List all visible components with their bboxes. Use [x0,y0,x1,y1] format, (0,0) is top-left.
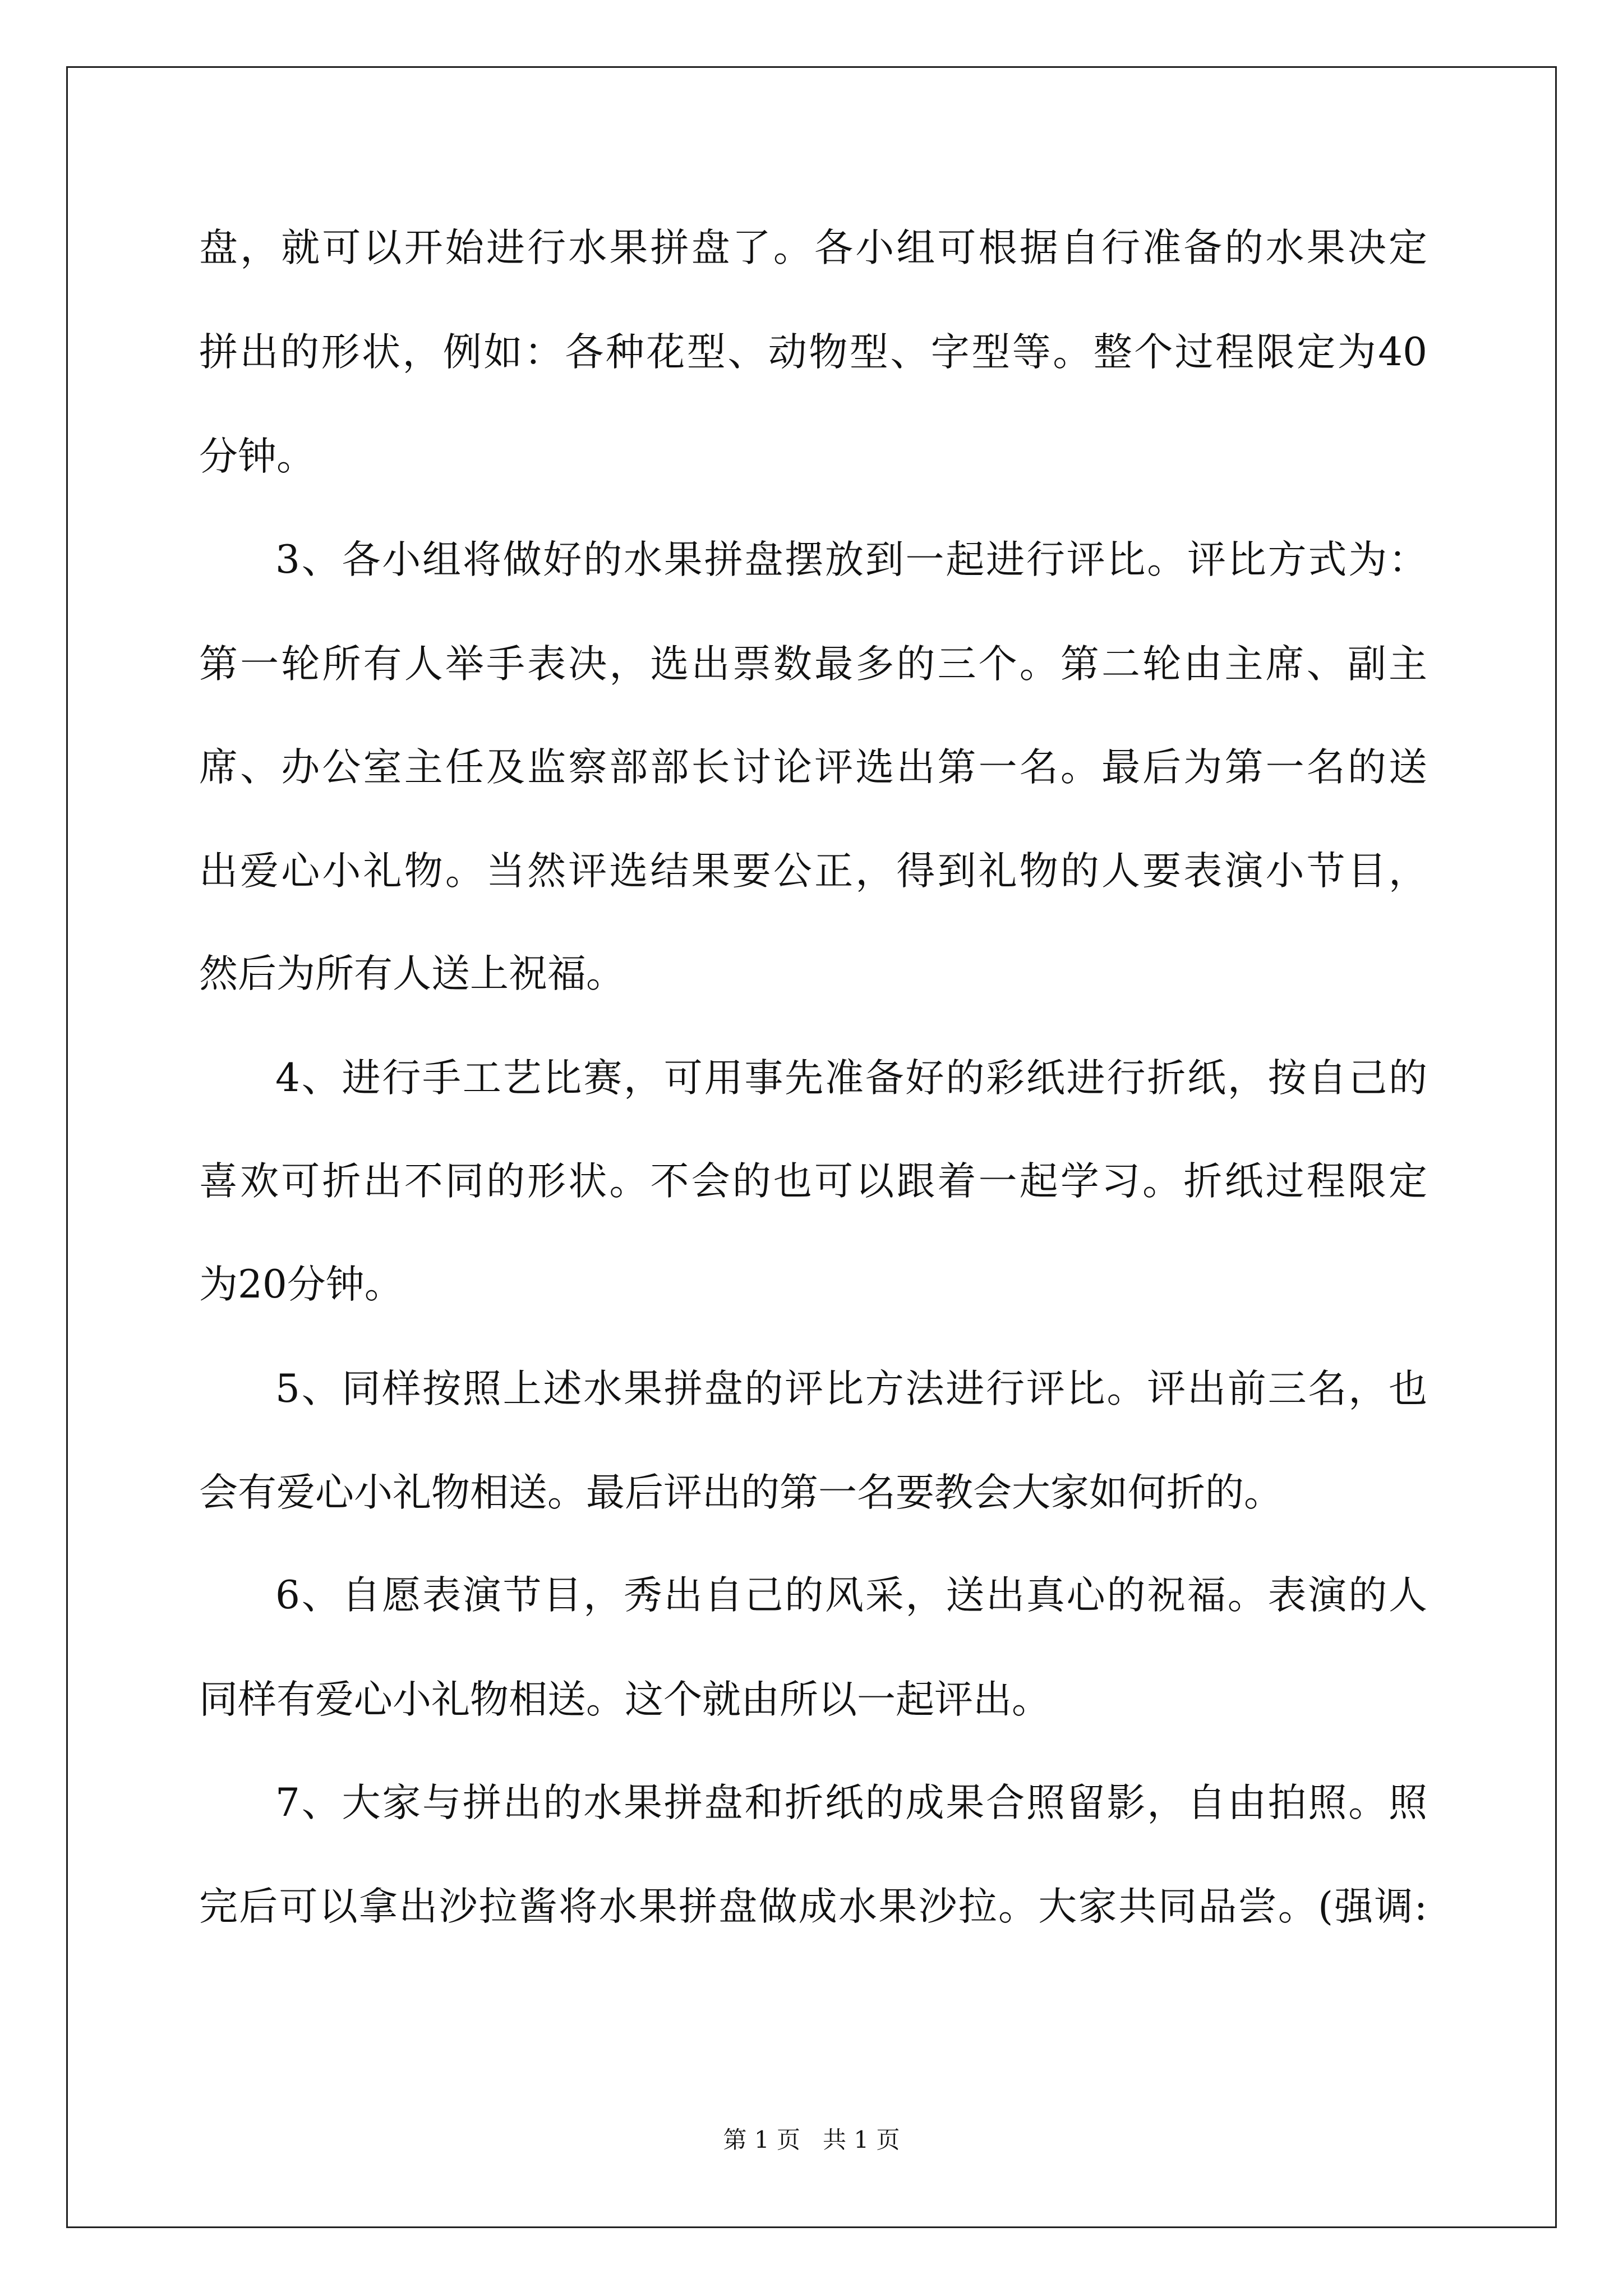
text-line: 喜欢可折出不同的形状。不会的也可以跟着一起学习。折纸过程限定 [199,1159,1427,1204]
text-line: 会有爱心小礼物相送。最后评出的第一名要教会大家如何折的。 [199,1470,1283,1515]
text-line: 3、各小组将做好的水果拼盘摆放到一起进行评比。评比方式为： [275,537,1427,582]
text-line: 完后可以拿出沙拉酱将水果拼盘做成水果沙拉。大家共同品尝。(强调: [199,1884,1427,1929]
text-line: 拼出的形状，例如：各种花型、动物型、字型等。整个过程限定为40 [199,330,1427,375]
text-line: 6、自愿表演节目，秀出自己的风采，送出真心的祝福。表演的人 [275,1573,1427,1618]
text-line: 出爱心小礼物。当然评选结果要公正，得到礼物的人要表演小节目， [199,849,1427,894]
page-footer: 第 1 页 共 1 页 [723,2126,900,2154]
text-line: 第一轮所有人举手表决，选出票数最多的三个。第二轮由主席、副主 [199,642,1427,687]
text-line: 盘，就可以开始进行水果拼盘了。各小组可根据自行准备的水果决定 [199,226,1427,270]
text-line: 为20分钟。 [199,1262,403,1307]
text-line: 分钟。 [199,434,315,479]
text-line: 同样有爱心小礼物相送。这个就由所以一起评出。 [199,1677,1050,1722]
text-line: 7、大家与拼出的水果拼盘和折纸的成果合照留影，自由拍照。照 [275,1780,1427,1825]
text-line: 5、同样按照上述水果拼盘的评比方法进行评比。评出前三名，也 [275,1366,1427,1411]
text-line: 4、进行手工艺比赛，可用事先准备好的彩纸进行折纸，按自己的 [275,1056,1427,1101]
text-line: 席、办公室主任及监察部部长讨论评选出第一名。最后为第一名的送 [199,745,1427,790]
text-line: 然后为所有人送上祝福。 [199,951,625,996]
